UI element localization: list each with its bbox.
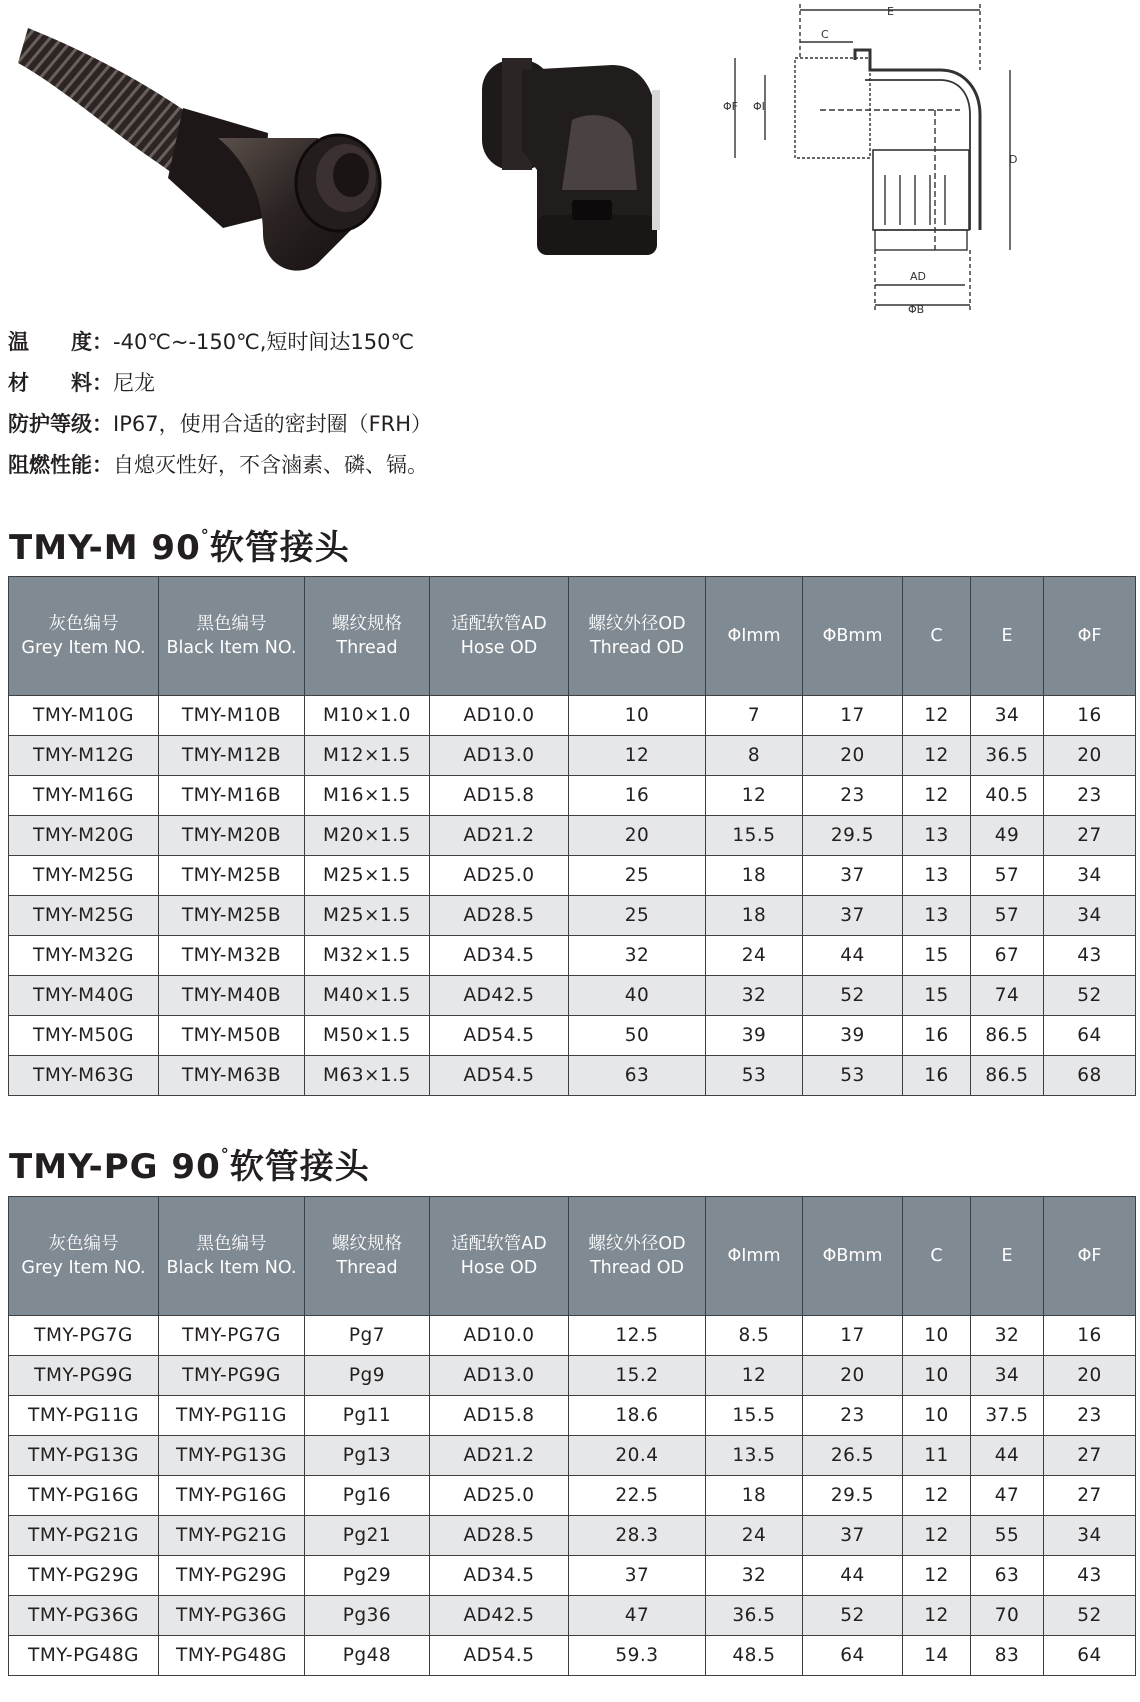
table-cell: TMY-M25B bbox=[159, 896, 305, 936]
table-cell: 12 bbox=[903, 696, 971, 736]
table-cell: TMY-M12G bbox=[9, 736, 159, 776]
table-cell: AD54.5 bbox=[430, 1636, 569, 1676]
table-cell: 12 bbox=[569, 736, 706, 776]
table-cell: 36.5 bbox=[971, 736, 1044, 776]
table-cell: TMY-PG11G bbox=[159, 1396, 305, 1436]
table-cell: 57 bbox=[971, 856, 1044, 896]
table-cell: TMY-PG48G bbox=[159, 1636, 305, 1676]
table-cell: 86.5 bbox=[971, 1056, 1044, 1096]
table-cell: 15 bbox=[903, 936, 971, 976]
spec-flame bbox=[8, 445, 708, 486]
header-line-primary: ΦF bbox=[1077, 626, 1102, 646]
table-cell: 59.3 bbox=[569, 1636, 706, 1676]
table-cell: 27 bbox=[1044, 816, 1136, 856]
table-row bbox=[9, 816, 1136, 856]
table-cell: TMY-M25G bbox=[9, 896, 159, 936]
table-cell: 18 bbox=[706, 896, 803, 936]
title-suffix: 软管接头 bbox=[209, 528, 350, 568]
table-cell: M50×1.5 bbox=[305, 1016, 430, 1056]
table-cell: TMY-PG16G bbox=[159, 1476, 305, 1516]
table-cell: 39 bbox=[803, 1016, 903, 1056]
dim-label-c: C bbox=[821, 28, 829, 41]
table-cell: TMY-PG29G bbox=[159, 1556, 305, 1596]
table-cell: TMY-M50B bbox=[159, 1016, 305, 1056]
spec-material bbox=[8, 363, 708, 404]
spec-key: 温 度： bbox=[8, 330, 113, 354]
table-cell: AD34.5 bbox=[430, 1556, 569, 1596]
table-cell: 64 bbox=[1044, 1016, 1136, 1056]
table-cell: 32 bbox=[706, 1556, 803, 1596]
table-row bbox=[9, 856, 1136, 896]
table-cell: 25 bbox=[569, 856, 706, 896]
table-cell: 23 bbox=[1044, 1396, 1136, 1436]
table-row bbox=[9, 1556, 1136, 1596]
table-cell: TMY-PG36G bbox=[9, 1596, 159, 1636]
header-line-secondary: Grey Item NO. bbox=[21, 1258, 146, 1278]
table-cell: 37 bbox=[569, 1556, 706, 1596]
table-row bbox=[9, 736, 1136, 776]
table-cell: 43 bbox=[1044, 936, 1136, 976]
header-line-primary: 灰色编号 bbox=[48, 614, 119, 634]
table-row bbox=[9, 1596, 1136, 1636]
column-header bbox=[903, 577, 971, 696]
table-cell: Pg16 bbox=[305, 1476, 430, 1516]
table-cell: AD10.0 bbox=[430, 1316, 569, 1356]
header-line-secondary: Black Item NO. bbox=[166, 1258, 297, 1278]
table-cell: 52 bbox=[803, 1596, 903, 1636]
header-line-primary: 黑色编号 bbox=[196, 614, 267, 634]
table-row bbox=[9, 1516, 1136, 1556]
title-suffix: 软管接头 bbox=[229, 1147, 370, 1187]
table-cell: 20.4 bbox=[569, 1436, 706, 1476]
table-cell: TMY-PG7G bbox=[9, 1316, 159, 1356]
table-row bbox=[9, 1436, 1136, 1476]
table-cell: 67 bbox=[971, 936, 1044, 976]
table-cell: TMY-M20B bbox=[159, 816, 305, 856]
table-cell: 16 bbox=[1044, 696, 1136, 736]
table-cell: TMY-M63G bbox=[9, 1056, 159, 1096]
table-cell: Pg21 bbox=[305, 1516, 430, 1556]
header-line-primary: 适配软管AD bbox=[451, 1234, 547, 1254]
table-cell: 13 bbox=[903, 896, 971, 936]
table-cell: 57 bbox=[971, 896, 1044, 936]
table-cell: 29.5 bbox=[803, 1476, 903, 1516]
table-cell: 29.5 bbox=[803, 816, 903, 856]
table-cell: 70 bbox=[971, 1596, 1044, 1636]
table-cell: 27 bbox=[1044, 1476, 1136, 1516]
table-cell: 24 bbox=[706, 936, 803, 976]
table-cell: TMY-M50G bbox=[9, 1016, 159, 1056]
spec-key: 阻燃性能： bbox=[8, 453, 113, 477]
header-line-primary: 螺纹规格 bbox=[332, 1234, 402, 1254]
table-cell: 53 bbox=[706, 1056, 803, 1096]
hose-with-connector-photo bbox=[18, 18, 408, 288]
table-cell: 18 bbox=[706, 856, 803, 896]
table-cell: 34 bbox=[1044, 1516, 1136, 1556]
spec-table-m bbox=[8, 576, 1136, 1096]
column-header bbox=[9, 1197, 159, 1316]
header-line-primary: ΦBmm bbox=[822, 1246, 883, 1266]
table-cell: 32 bbox=[569, 936, 706, 976]
table-row bbox=[9, 1056, 1136, 1096]
header-line-primary: ΦF bbox=[1077, 1246, 1102, 1266]
dim-label-d: D bbox=[1009, 153, 1018, 166]
table-row bbox=[9, 776, 1136, 816]
table-cell: 7 bbox=[706, 696, 803, 736]
table-cell: 34 bbox=[971, 696, 1044, 736]
table-cell: 40 bbox=[569, 976, 706, 1016]
header-line-primary: ΦImm bbox=[727, 1246, 781, 1266]
table-cell: 12 bbox=[903, 736, 971, 776]
table-cell: Pg7 bbox=[305, 1316, 430, 1356]
table-cell: 23 bbox=[1044, 776, 1136, 816]
table-cell: 83 bbox=[971, 1636, 1044, 1676]
table-cell: 15.5 bbox=[706, 816, 803, 856]
header-line-secondary: Thread OD bbox=[589, 638, 684, 658]
table-cell: 23 bbox=[803, 776, 903, 816]
column-header bbox=[430, 577, 569, 696]
table-cell: Pg9 bbox=[305, 1356, 430, 1396]
degree-mark: ° bbox=[200, 525, 210, 545]
table-row bbox=[9, 896, 1136, 936]
table-cell: 12 bbox=[903, 776, 971, 816]
table-cell: 53 bbox=[803, 1056, 903, 1096]
table-cell: 10 bbox=[903, 1316, 971, 1356]
table-cell: M25×1.5 bbox=[305, 896, 430, 936]
table-cell: 18 bbox=[706, 1476, 803, 1516]
table-cell: 32 bbox=[706, 976, 803, 1016]
column-header bbox=[305, 1197, 430, 1316]
column-header bbox=[1044, 1197, 1136, 1316]
table-cell: TMY-M25G bbox=[9, 856, 159, 896]
table-cell: AD21.2 bbox=[430, 816, 569, 856]
column-header bbox=[803, 1197, 903, 1316]
table-cell: 12 bbox=[706, 1356, 803, 1396]
header-line-primary: E bbox=[1001, 626, 1013, 646]
table-cell: 50 bbox=[569, 1016, 706, 1056]
table-cell: 37 bbox=[803, 1516, 903, 1556]
header-line-primary: E bbox=[1001, 1246, 1013, 1266]
table-cell: Pg13 bbox=[305, 1436, 430, 1476]
table-cell: 68 bbox=[1044, 1056, 1136, 1096]
table-cell: AD42.5 bbox=[430, 1596, 569, 1636]
table-cell: 20 bbox=[1044, 736, 1136, 776]
table-cell: 16 bbox=[1044, 1316, 1136, 1356]
table-cell: AD13.0 bbox=[430, 736, 569, 776]
table-cell: AD10.0 bbox=[430, 696, 569, 736]
table-cell: 15.2 bbox=[569, 1356, 706, 1396]
header-line-primary: ΦImm bbox=[727, 626, 781, 646]
header-line-secondary: Thread bbox=[336, 1258, 398, 1278]
column-header bbox=[971, 1197, 1044, 1316]
column-header bbox=[159, 1197, 305, 1316]
spec-key: 防护等级： bbox=[8, 412, 113, 436]
header-line-primary: 灰色编号 bbox=[48, 1234, 119, 1254]
table-cell: 37 bbox=[803, 856, 903, 896]
table-cell: M25×1.5 bbox=[305, 856, 430, 896]
table-cell: 12 bbox=[903, 1476, 971, 1516]
table-row bbox=[9, 1356, 1136, 1396]
spec-value: IP67，使用合适的密封圈（FRH） bbox=[113, 412, 433, 436]
table-cell: 63 bbox=[971, 1556, 1044, 1596]
dim-label-b: ΦB bbox=[908, 303, 925, 316]
table-cell: AD54.5 bbox=[430, 1056, 569, 1096]
table-cell: 12 bbox=[903, 1596, 971, 1636]
table-cell: 24 bbox=[706, 1516, 803, 1556]
table-cell: 15 bbox=[903, 976, 971, 1016]
table-cell: 43 bbox=[1044, 1556, 1136, 1596]
table-cell: M16×1.5 bbox=[305, 776, 430, 816]
spec-value: -40℃~-150℃,短时间达150℃ bbox=[113, 330, 415, 354]
table-cell: M20×1.5 bbox=[305, 816, 430, 856]
column-header bbox=[803, 577, 903, 696]
table-cell: 48.5 bbox=[706, 1636, 803, 1676]
table-cell: 20 bbox=[803, 736, 903, 776]
column-header bbox=[971, 577, 1044, 696]
table-cell: TMY-M32G bbox=[9, 936, 159, 976]
table-cell: Pg11 bbox=[305, 1396, 430, 1436]
header-line-primary: 黑色编号 bbox=[196, 1234, 267, 1254]
table-cell: 28.3 bbox=[569, 1516, 706, 1556]
table-cell: TMY-M16G bbox=[9, 776, 159, 816]
table-cell: 16 bbox=[903, 1016, 971, 1056]
column-header bbox=[1044, 577, 1136, 696]
table-cell: AD28.5 bbox=[430, 896, 569, 936]
table-row bbox=[9, 936, 1136, 976]
table-cell: AD13.0 bbox=[430, 1356, 569, 1396]
header-line-secondary: Grey Item NO. bbox=[21, 638, 146, 658]
table-cell: Pg48 bbox=[305, 1636, 430, 1676]
dimension-drawing bbox=[725, 0, 1030, 320]
table-row bbox=[9, 1396, 1136, 1436]
title-text: TMY-M 90 bbox=[9, 528, 201, 568]
table-cell: 8.5 bbox=[706, 1316, 803, 1356]
table-cell: 26.5 bbox=[803, 1436, 903, 1476]
table-cell: 10 bbox=[903, 1356, 971, 1396]
table-cell: AD15.8 bbox=[430, 776, 569, 816]
table-cell: TMY-M40B bbox=[159, 976, 305, 1016]
degree-mark: ° bbox=[220, 1144, 230, 1164]
table-cell: 20 bbox=[1044, 1356, 1136, 1396]
table-cell: 52 bbox=[1044, 1596, 1136, 1636]
spec-list bbox=[8, 322, 708, 486]
spec-value: 尼龙 bbox=[113, 371, 155, 395]
spec-temperature bbox=[8, 322, 708, 363]
table-cell: M32×1.5 bbox=[305, 936, 430, 976]
table-cell: AD28.5 bbox=[430, 1516, 569, 1556]
table-cell: 13 bbox=[903, 856, 971, 896]
table-cell: AD21.2 bbox=[430, 1436, 569, 1476]
table-cell: 34 bbox=[1044, 896, 1136, 936]
section-title-pg bbox=[9, 1139, 370, 1188]
table-cell: TMY-M10G bbox=[9, 696, 159, 736]
table-cell: 12 bbox=[706, 776, 803, 816]
header-line-secondary: Hose OD bbox=[460, 1258, 538, 1278]
table-cell: 34 bbox=[971, 1356, 1044, 1396]
dim-label-f: ΦF bbox=[723, 100, 738, 113]
table-cell: 12 bbox=[903, 1516, 971, 1556]
table-cell: 12.5 bbox=[569, 1316, 706, 1356]
table-cell: 44 bbox=[803, 1556, 903, 1596]
table-cell: TMY-PG9G bbox=[9, 1356, 159, 1396]
table-cell: TMY-PG9G bbox=[159, 1356, 305, 1396]
section-title-m bbox=[9, 520, 350, 569]
table-cell: TMY-M40G bbox=[9, 976, 159, 1016]
table-cell: 13 bbox=[903, 816, 971, 856]
table-row bbox=[9, 976, 1136, 1016]
table-cell: 74 bbox=[971, 976, 1044, 1016]
table-row bbox=[9, 1636, 1136, 1676]
table-cell: AD54.5 bbox=[430, 1016, 569, 1056]
table-cell: TMY-PG36G bbox=[159, 1596, 305, 1636]
table-row bbox=[9, 696, 1136, 736]
table-cell: 63 bbox=[569, 1056, 706, 1096]
column-header bbox=[706, 577, 803, 696]
table-cell: Pg29 bbox=[305, 1556, 430, 1596]
table-cell: TMY-M10B bbox=[159, 696, 305, 736]
dim-label-ad: AD bbox=[910, 270, 926, 283]
table-cell: 64 bbox=[1044, 1636, 1136, 1676]
table-cell: 49 bbox=[971, 816, 1044, 856]
table-cell: 47 bbox=[971, 1476, 1044, 1516]
table-cell: 47 bbox=[569, 1596, 706, 1636]
table-row bbox=[9, 1476, 1136, 1516]
header-line-primary: 螺纹规格 bbox=[332, 614, 402, 634]
header-line-secondary: Hose OD bbox=[460, 638, 538, 658]
column-header bbox=[159, 577, 305, 696]
table-cell: TMY-PG16G bbox=[9, 1476, 159, 1516]
table-cell: 86.5 bbox=[971, 1016, 1044, 1056]
dim-label-e: E bbox=[887, 5, 894, 18]
column-header bbox=[569, 577, 706, 696]
table-cell: 17 bbox=[803, 696, 903, 736]
table-cell: 52 bbox=[1044, 976, 1136, 1016]
table-cell: TMY-PG48G bbox=[9, 1636, 159, 1676]
table-row bbox=[9, 1016, 1136, 1056]
table-cell: 10 bbox=[903, 1396, 971, 1436]
table-cell: TMY-PG29G bbox=[9, 1556, 159, 1596]
table-cell: 10 bbox=[569, 696, 706, 736]
table-cell: 44 bbox=[803, 936, 903, 976]
table-cell: AD15.8 bbox=[430, 1396, 569, 1436]
header-line-secondary: Thread OD bbox=[589, 1258, 684, 1278]
table-cell: TMY-M12B bbox=[159, 736, 305, 776]
table-cell: 15.5 bbox=[706, 1396, 803, 1436]
table-cell: 22.5 bbox=[569, 1476, 706, 1516]
table-cell: TMY-M25B bbox=[159, 856, 305, 896]
table-cell: AD34.5 bbox=[430, 936, 569, 976]
table-cell: 13.5 bbox=[706, 1436, 803, 1476]
table-cell: M63×1.5 bbox=[305, 1056, 430, 1096]
table-cell: 8 bbox=[706, 736, 803, 776]
table-cell: 20 bbox=[803, 1356, 903, 1396]
table-cell: 34 bbox=[1044, 856, 1136, 896]
dim-label-i: ΦI bbox=[753, 100, 765, 113]
table-cell: 12 bbox=[903, 1556, 971, 1596]
column-header bbox=[569, 1197, 706, 1316]
table-cell: 11 bbox=[903, 1436, 971, 1476]
column-header bbox=[430, 1197, 569, 1316]
table-cell: AD42.5 bbox=[430, 976, 569, 1016]
table-cell: M12×1.5 bbox=[305, 736, 430, 776]
table-cell: TMY-M32B bbox=[159, 936, 305, 976]
table-cell: 44 bbox=[971, 1436, 1044, 1476]
connector-photo bbox=[462, 50, 662, 260]
table-cell: 52 bbox=[803, 976, 903, 1016]
header-line-primary: 适配软管AD bbox=[451, 614, 547, 634]
spec-key: 材 料： bbox=[8, 371, 113, 395]
table-cell: 16 bbox=[903, 1056, 971, 1096]
table-cell: 23 bbox=[803, 1396, 903, 1436]
header-line-primary: C bbox=[930, 626, 943, 646]
table-cell: 36.5 bbox=[706, 1596, 803, 1636]
table-cell: M10×1.0 bbox=[305, 696, 430, 736]
table-cell: 27 bbox=[1044, 1436, 1136, 1476]
table-cell: TMY-M20G bbox=[9, 816, 159, 856]
table-cell: 16 bbox=[569, 776, 706, 816]
table-cell: 32 bbox=[971, 1316, 1044, 1356]
column-header bbox=[305, 577, 430, 696]
column-header bbox=[903, 1197, 971, 1316]
header-line-primary: 螺纹外径OD bbox=[588, 614, 686, 634]
table-cell: 17 bbox=[803, 1316, 903, 1356]
table-cell: TMY-PG21G bbox=[9, 1516, 159, 1556]
header-line-primary: 螺纹外径OD bbox=[588, 1234, 686, 1254]
header-line-secondary: Thread bbox=[336, 638, 398, 658]
table-cell: TMY-M16B bbox=[159, 776, 305, 816]
table-cell: AD25.0 bbox=[430, 856, 569, 896]
header-line-primary: C bbox=[930, 1246, 943, 1266]
title-text: TMY-PG 90 bbox=[9, 1147, 221, 1187]
table-cell: TMY-PG7G bbox=[159, 1316, 305, 1356]
header-line-primary: ΦBmm bbox=[822, 626, 883, 646]
table-cell: 37.5 bbox=[971, 1396, 1044, 1436]
table-row bbox=[9, 1316, 1136, 1356]
table-cell: 25 bbox=[569, 896, 706, 936]
header-line-secondary: Black Item NO. bbox=[166, 638, 297, 658]
table-cell: 18.6 bbox=[569, 1396, 706, 1436]
table-cell: TMY-PG21G bbox=[159, 1516, 305, 1556]
table-cell: M40×1.5 bbox=[305, 976, 430, 1016]
table-cell: 40.5 bbox=[971, 776, 1044, 816]
table-cell: Pg36 bbox=[305, 1596, 430, 1636]
column-header bbox=[9, 577, 159, 696]
table-cell: 20 bbox=[569, 816, 706, 856]
spec-protection bbox=[8, 404, 708, 445]
spec-value: 自熄灭性好，不含滷素、磷、镉。 bbox=[113, 453, 428, 477]
table-cell: TMY-PG13G bbox=[159, 1436, 305, 1476]
table-cell: 55 bbox=[971, 1516, 1044, 1556]
table-cell: 37 bbox=[803, 896, 903, 936]
table-cell: AD25.0 bbox=[430, 1476, 569, 1516]
table-cell: TMY-M63B bbox=[159, 1056, 305, 1096]
table-cell: TMY-PG11G bbox=[9, 1396, 159, 1436]
table-cell: 14 bbox=[903, 1636, 971, 1676]
table-cell: TMY-PG13G bbox=[9, 1436, 159, 1476]
table-cell: 64 bbox=[803, 1636, 903, 1676]
spec-table-pg bbox=[8, 1196, 1136, 1676]
column-header bbox=[706, 1197, 803, 1316]
table-cell: 39 bbox=[706, 1016, 803, 1056]
